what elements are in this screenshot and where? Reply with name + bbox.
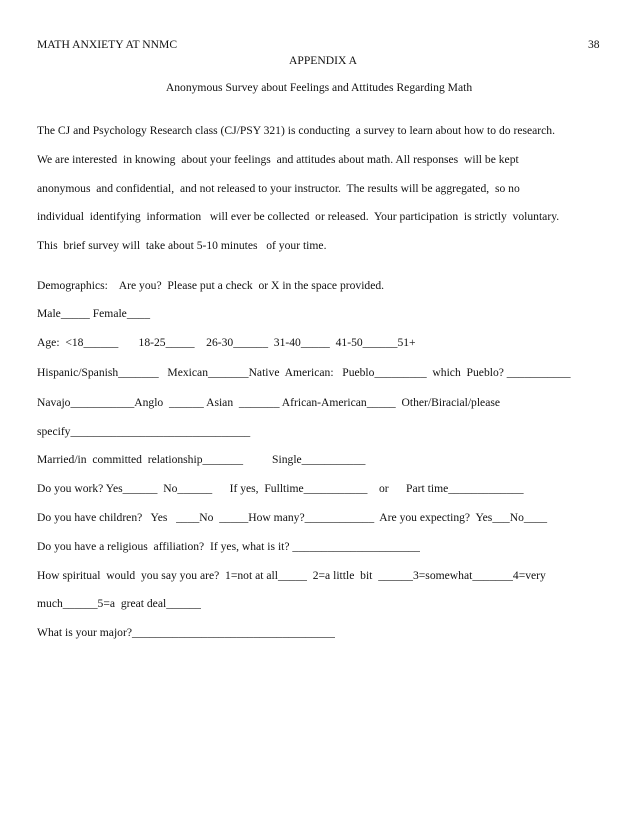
age-field: Age: <18______ 18-25_____ 26-30______ 31-40_____ 41-50______51+ (37, 336, 416, 349)
spirituality-field: How spiritual would you say you are? 1=not at all_____ 2=a little bit ______3=somewhat_______4=very (37, 569, 546, 582)
page-number: 38 (588, 38, 600, 51)
running-head: MATH ANXIETY AT NNMC (37, 38, 178, 51)
work-field: Do you work? Yes______ No______ If yes, Fulltime___________ or Part time_____________ (37, 482, 524, 495)
major-field: What is your major?___________________________________ (37, 626, 335, 639)
intro-line: We are interested in knowing about your feelings and attitudes about math. All responses will be kept (37, 153, 519, 166)
survey-title: Anonymous Survey about Feelings and Attitudes Regarding Math (165, 81, 473, 94)
intro-line: anonymous and confidential, and not released to your instructor. The results will be aggregated, so no (37, 182, 520, 195)
children-field: Do you have children? Yes ____No _____How many?____________ Are you expecting? Yes___No____ (37, 511, 548, 524)
ethnicity-field-continued: Navajo___________Anglo ______ Asian _______ African-American_____ Other/Biracial/please (37, 396, 501, 409)
spirituality-field-continued: much______5=a great deal______ (37, 597, 201, 610)
appendix-title: APPENDIX A (289, 54, 357, 67)
gender-field: Male_____ Female____ (37, 307, 151, 320)
intro-line: The CJ and Psychology Research class (CJ/PSY 321) is conducting a survey to learn about how to do research. (37, 124, 555, 137)
intro-line: individual identifying information will ever be collected or released. Your participation is strictly voluntary. (37, 210, 560, 223)
relationship-field: Married/in committed relationship_______ Single___________ (37, 453, 366, 466)
demographics-instructions: Demographics: Are you? Please put a check or X in the space provided. (37, 279, 385, 292)
ethnicity-specify-field: specify_______________________________ (37, 425, 251, 438)
ethnicity-field: Hispanic/Spanish_______ Mexican_______Native American: Pueblo_________ which Pueblo? ___________ (37, 366, 571, 379)
intro-line: This brief survey will take about 5-10 minutes of your time. (37, 239, 327, 252)
religion-field: Do you have a religious affiliation? If yes, what is it? ______________________ (37, 540, 420, 553)
